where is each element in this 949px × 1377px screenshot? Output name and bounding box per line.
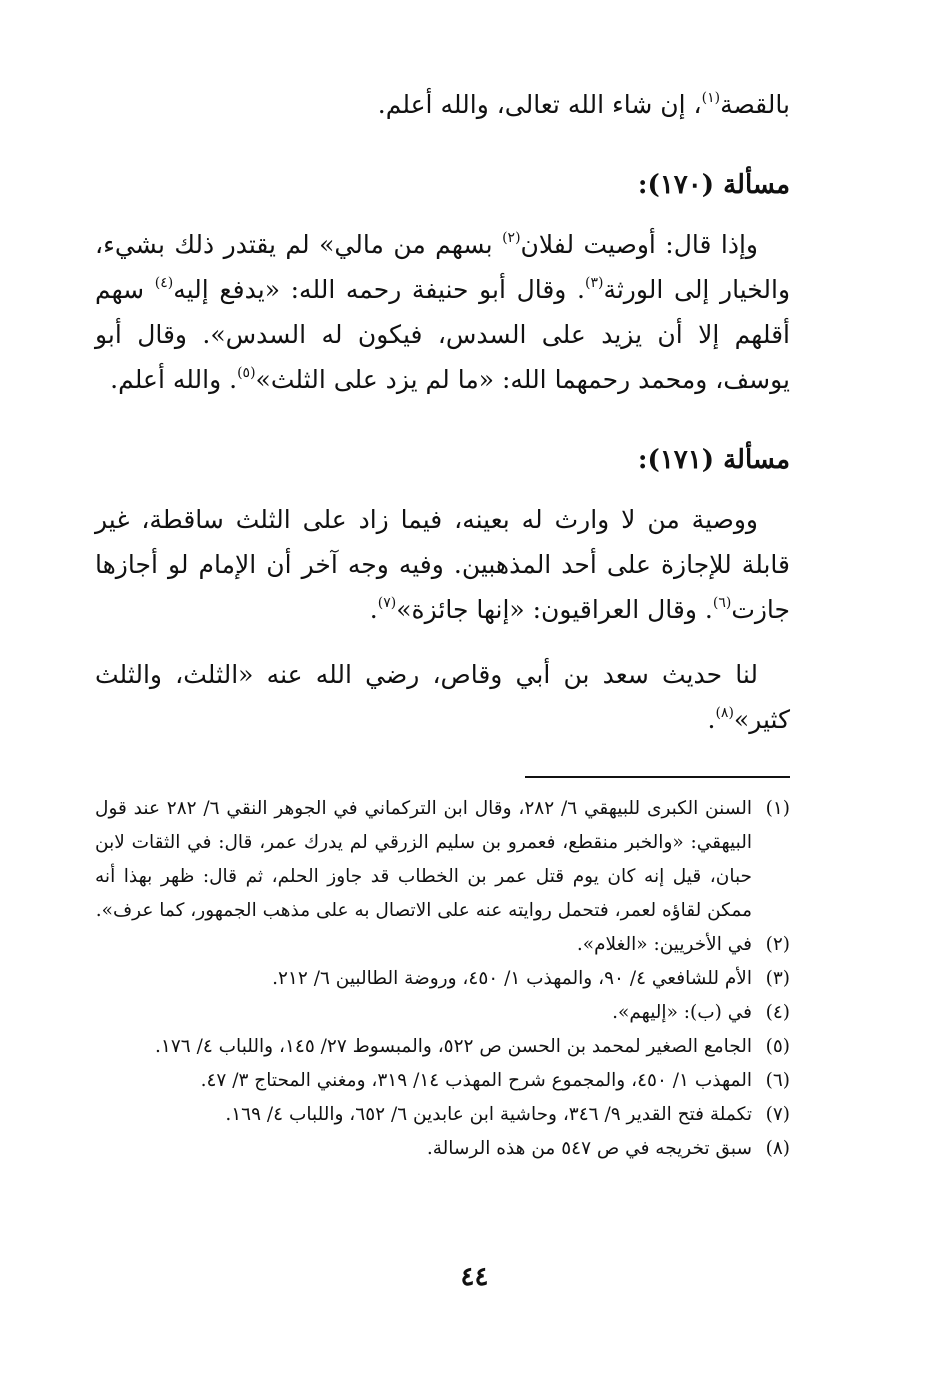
text-run: . وقال العراقيون: «إنها جائزة» — [396, 595, 713, 624]
footnote-4 — [95, 996, 790, 1030]
footnote-2 — [95, 928, 790, 962]
footnote-number: (٤) — [765, 1002, 790, 1023]
footnote-ref-7[interactable]: (٧) — [377, 594, 397, 611]
footnotes-list — [95, 792, 790, 1166]
footnote-8 — [95, 1132, 790, 1166]
footnote-text: سبق تخريجه في ص ٥٤٧ من هذه الرسالة. — [426, 1138, 752, 1159]
text-run: وإذا قال: أوصيت لفلان — [520, 230, 758, 259]
intro-text: بالقصة — [720, 90, 790, 119]
footnote-text: تكملة فتح القدير ٩/ ٣٤٦، وحاشية ابن عابدين ٦/ ٦٥٢، واللباب ٤/ ١٦٩. — [225, 1104, 752, 1125]
text-run: . وقال أبو حنيفة رحمه الله: «يدفع إليه — [173, 275, 585, 304]
text-run: ووصية من لا وارث له بعينه، فيما زاد على الثلث ساقطة، غير قابلة للإجازة على أحد المذهبين. وفيه وجه آخر أن الإمام لو أجازها جازت — [95, 505, 790, 624]
footnote-number: (٢) — [765, 934, 790, 955]
intro-paragraph — [95, 82, 790, 127]
footnote-text: المهذب ١/ ٤٥٠، والمجموع شرح المهذب ١٤/ ٣١٩، ومغني المحتاج ٣/ ٤٧. — [200, 1070, 752, 1091]
footnote-5 — [95, 1030, 790, 1064]
footnote-ref-4[interactable]: (٤) — [154, 274, 174, 291]
footnote-ref-8[interactable]: (٨) — [715, 704, 734, 721]
text-run: بسهم من مالي» لم يقتدر ذلك بشيء، والخيار إلى الورثة — [95, 230, 791, 304]
footnote-number: (٦) — [765, 1070, 790, 1091]
footnote-number: (٨) — [765, 1138, 790, 1159]
footnote-ref-1[interactable]: (١) — [701, 89, 721, 106]
page-body — [95, 82, 790, 1166]
footnote-3 — [95, 962, 790, 996]
footnote-separator — [525, 776, 790, 778]
masala-171-heading: مسألة (١٧١): — [637, 445, 790, 475]
text-run: . — [707, 705, 716, 734]
page-number: ٤٤ — [460, 1262, 489, 1292]
footnote-ref-2[interactable]: (٢) — [502, 229, 521, 246]
footnote-number: (٣) — [765, 968, 790, 989]
footnote-6 — [95, 1064, 790, 1098]
text-run: . — [369, 595, 378, 624]
footnote-1 — [95, 792, 790, 928]
text-run: لنا حديث سعد بن أبي وقاص، رضي الله عنه «الثلث، والثلث كثير» — [95, 660, 790, 734]
footnote-text: السنن الكبرى للبيهقي ٦/ ٢٨٢، وقال ابن التركماني في الجوهر النقي ٦/ ٢٨٢ عند قول البيهقي: «والخبر منقطع، فعمرو بن سليم الزرقي لم يدرك عمر، قال: في الثقات لابن حبان، قيل إنه كان يوم قتل عمر بن الخطاب قد جاوز الحلم، ثم قال: ظهر بهذا أنه ممكن لقاؤه لعمر، فتحمل روايته عنه على الاتصال به على مذهب الجمهور، كما عرف». — [95, 798, 752, 921]
footnote-text: في الأخريين: «الغلام». — [576, 934, 752, 955]
footnote-number: (٧) — [765, 1104, 790, 1125]
footnote-ref-3[interactable]: (٣) — [584, 274, 604, 291]
footnote-7 — [95, 1098, 790, 1132]
masala-171-paragraph-1 — [95, 497, 790, 632]
footnote-number: (١) — [765, 798, 790, 819]
text-run: سهم أقلهم إلا أن يزيد على السدس، فيكون له السدس». وقال أبو يوسف، ومحمد رحمهما الله: «ما لم يزد على الثلث» — [95, 275, 790, 394]
footnote-ref-5[interactable]: (٥) — [237, 364, 256, 381]
masala-170-paragraph — [95, 222, 790, 402]
footnote-text: الأم للشافعي ٤/ ٩٠، والمهذب ١/ ٤٥٠، وروضة الطالبين ٦/ ٢١٢. — [272, 968, 752, 989]
masala-170-heading: مسألة (١٧٠): — [637, 170, 790, 200]
footnote-text: الجامع الصغير لمحمد بن الحسن ص ٥٢٢، والمبسوط ٢٧/ ١٤٥، واللباب ٤/ ١٧٦. — [155, 1036, 752, 1057]
footnote-number: (٥) — [765, 1036, 790, 1057]
footnote-ref-6[interactable]: (٦) — [712, 594, 732, 611]
footnote-text: في (ب): «إليهم». — [612, 1002, 752, 1023]
masala-171-paragraph-2 — [95, 652, 790, 742]
text-run: . والله أعلم. — [110, 365, 238, 394]
intro-text-end: ، إن شاء الله تعالى، والله أعلم. — [377, 90, 702, 119]
